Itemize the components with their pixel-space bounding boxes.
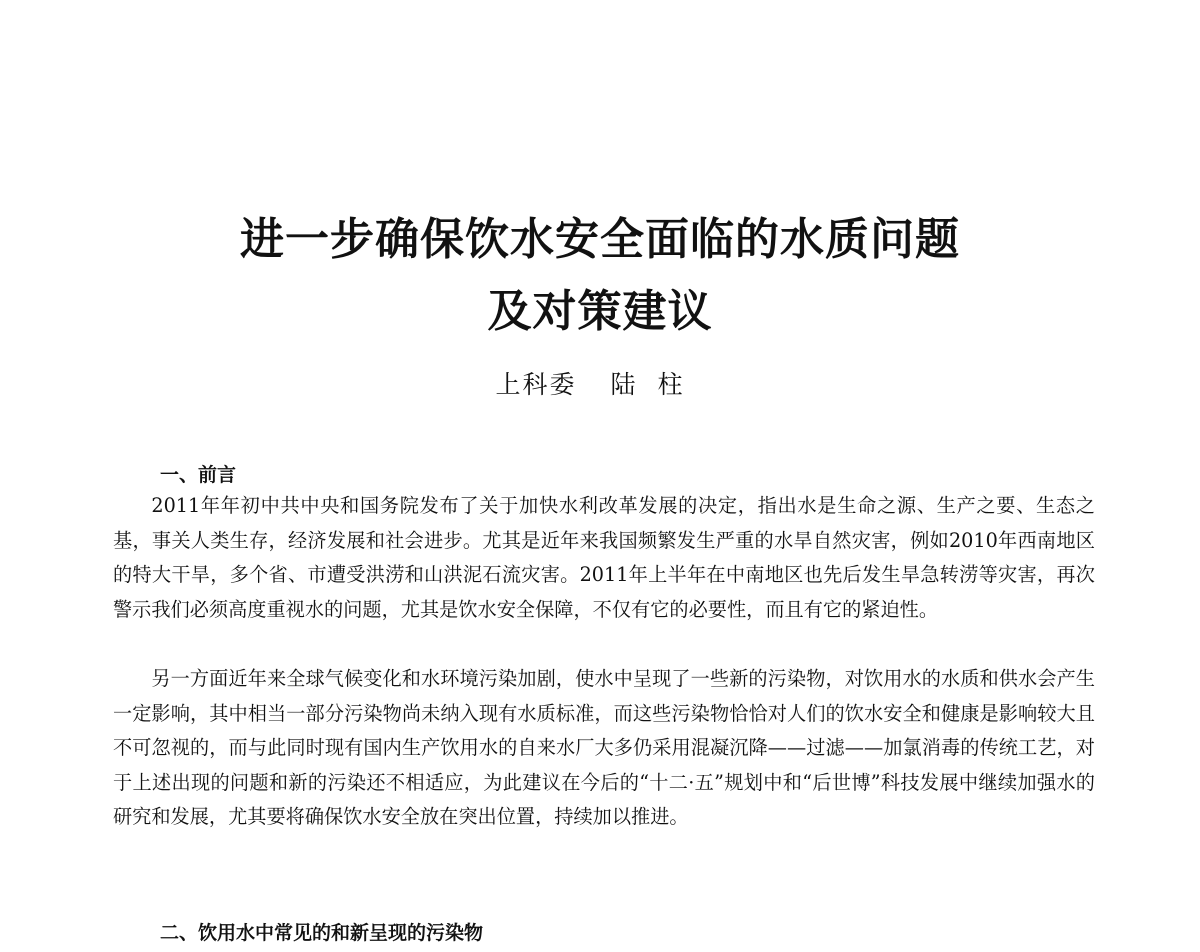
article-title-line-1: 进一步确保饮水安全面临的水质问题	[240, 214, 960, 265]
paragraph-1: 2011年年初中共中央和国务院发布了关于加快水利改革发展的决定，指出水是生命之源、生产之要、生态之基，事关人类生存，经济发展和社会进步。尤其是近年来我国频繁发生严重的水旱自然灾害，例如2010年西南地区的特大干旱，多个省、市遭受洪涝和山洪泥石流灾害。2011年上半年在中南地区也先后发生旱急转涝等灾害，再次警示我们必须高度重视水的问题，尤其是饮水安全保障，不仅有它的必要性，而且有它的紧迫性。	[113, 494, 1095, 621]
section-heading-introduction: 一、前言	[160, 464, 237, 486]
section-heading-pollutants: 二、饮用水中常见的和新呈现的污染物	[160, 922, 484, 944]
author-line	[0, 367, 1200, 403]
author-organization: 上科委	[495, 370, 577, 399]
article-title-line-2: 及对策建议	[487, 286, 713, 337]
author-name: 陆柱	[610, 370, 705, 399]
paragraph-2: 另一方面近年来全球气候变化和水环境污染加剧，使水中呈现了一些新的污染物，对饮用水的水质和供水会产生一定影响，其中相当一部分污染物尚未纳入现有水质标准，而这些污染物恰恰对人们的饮水安全和健康是影响较大且不可忽视的，而与此同时现有国内生产饮用水的自来水厂大多仍采用混凝沉降——过滤——加氯消毒的传统工艺，对于上述出现的问题和新的污染还不相适应，为此建议在今后的“十二·五”规划中和“后世博”科技发展中继续加强水的研究和发展，尤其要将确保饮水安全放在突出位置，持续加以推进。	[113, 667, 1095, 829]
